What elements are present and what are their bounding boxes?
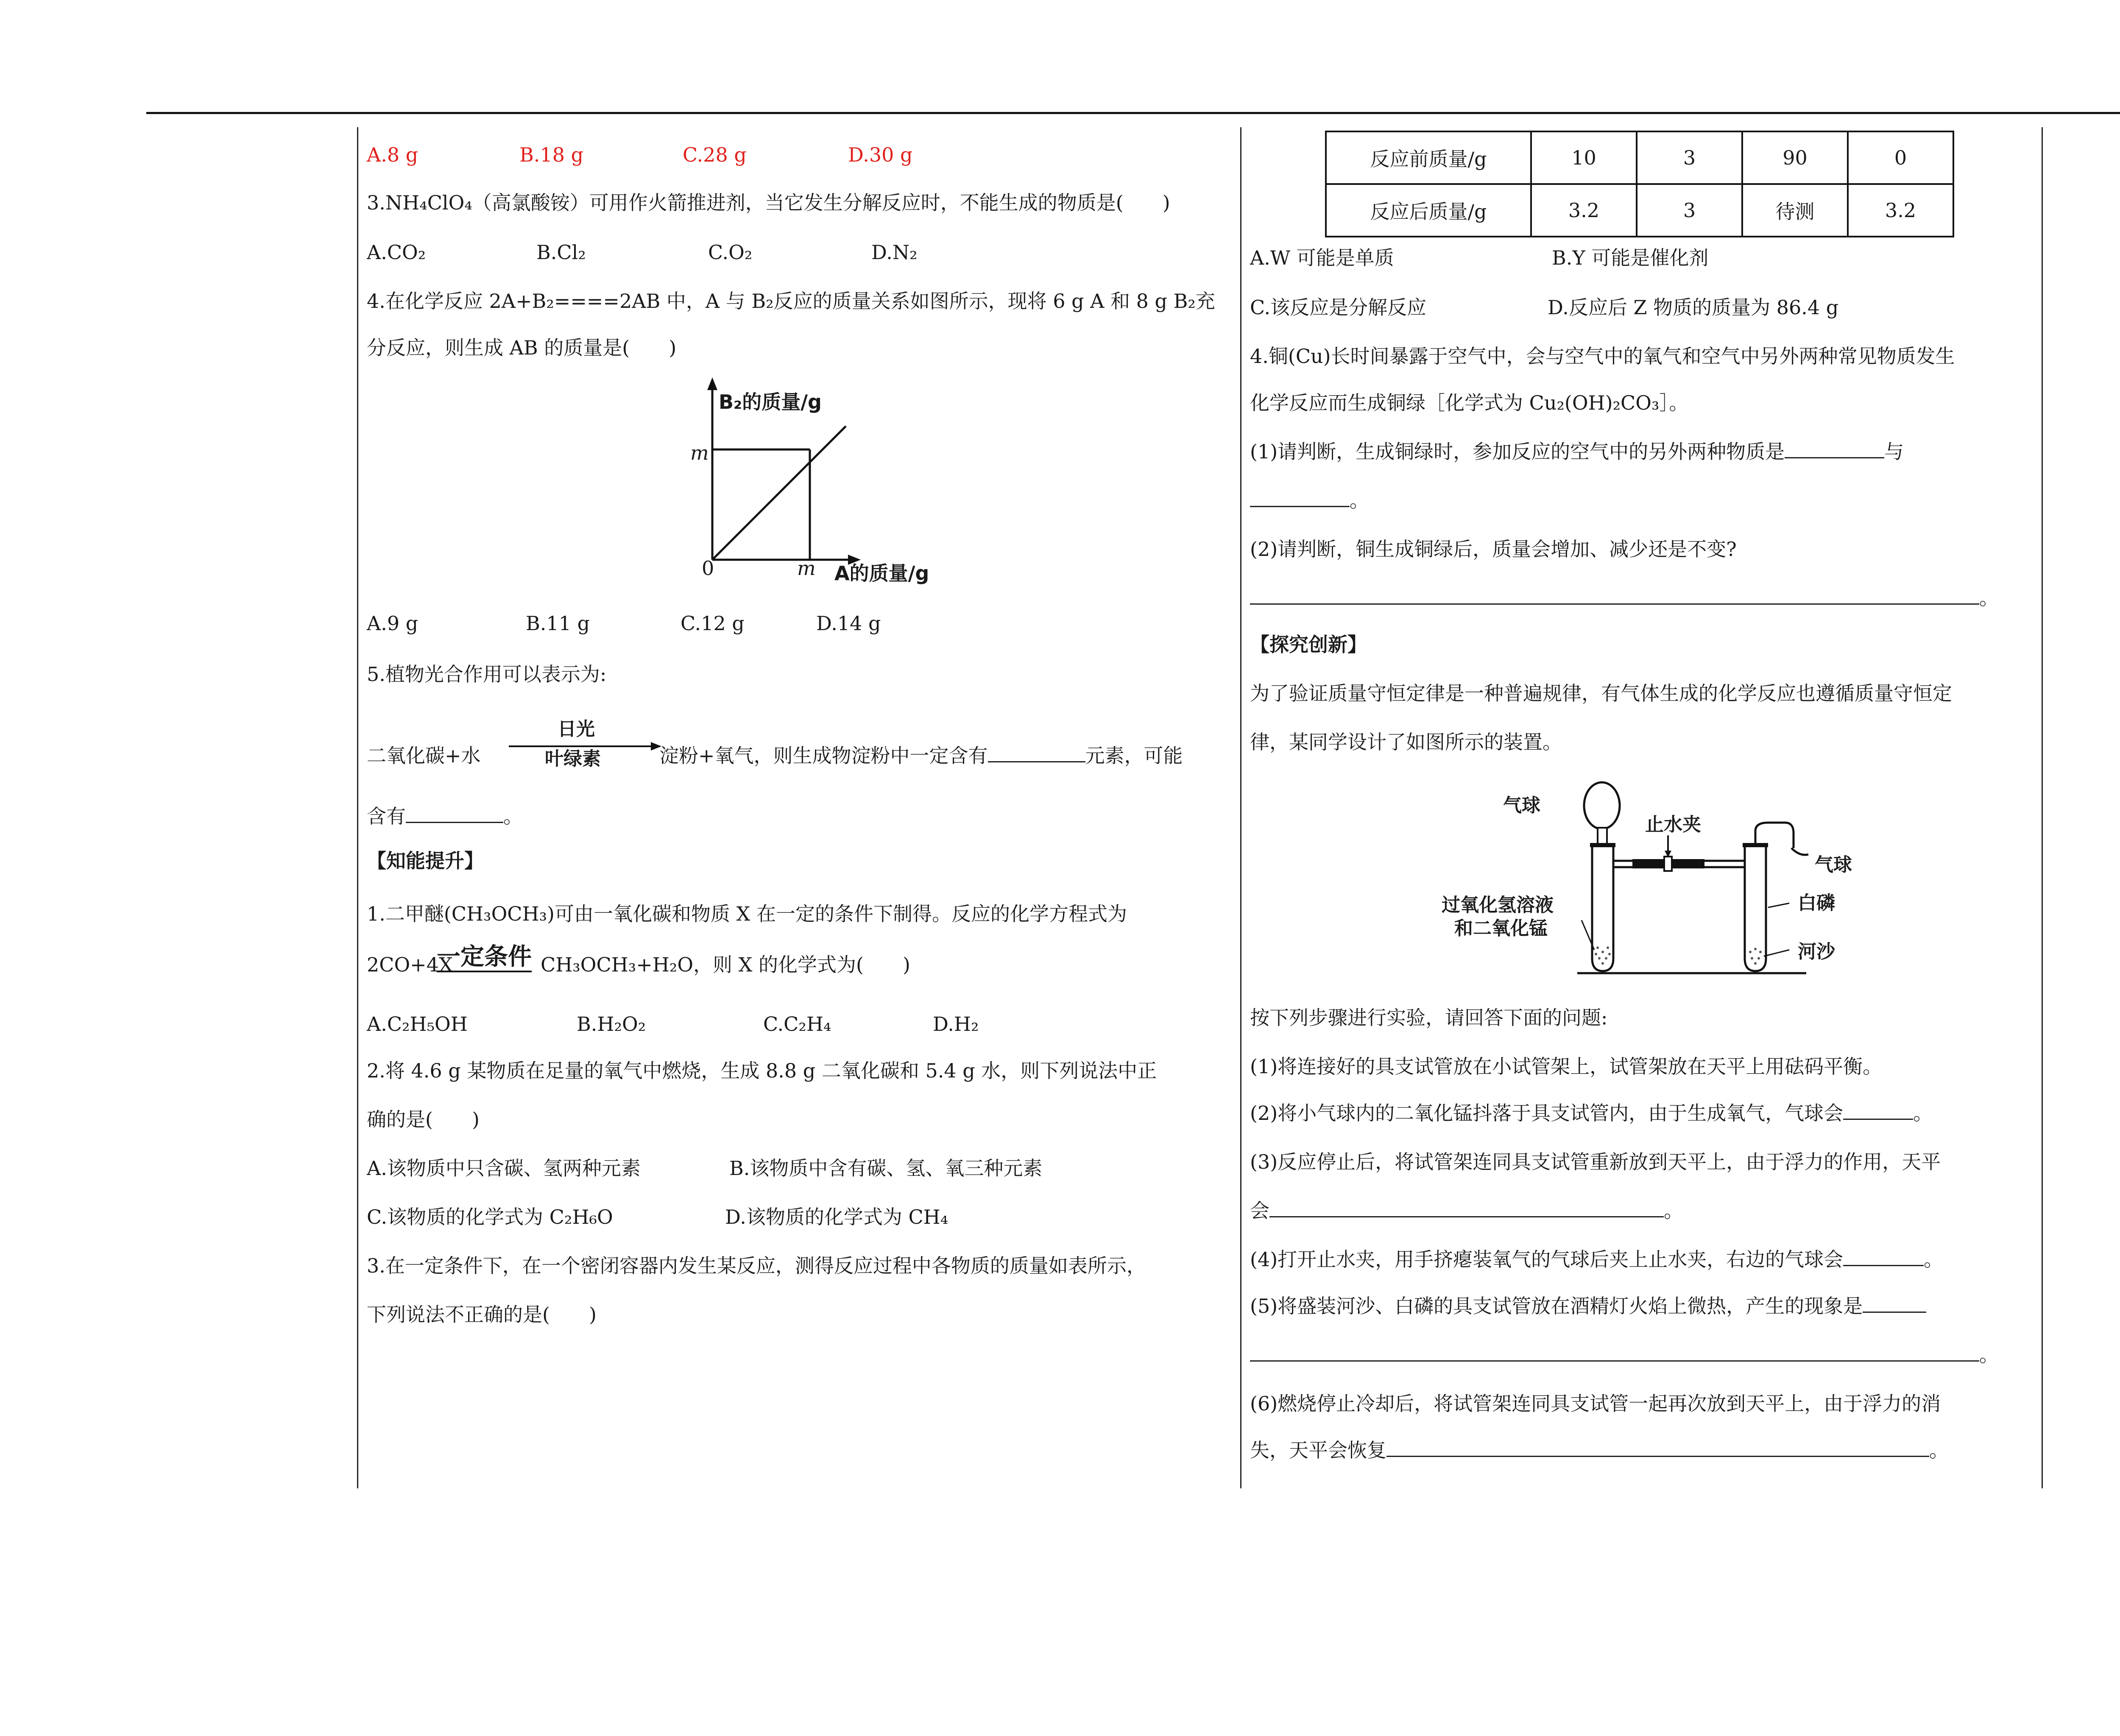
header-rule (146, 112, 2120, 114)
q3-option-b: B.Cl₂ (536, 241, 586, 264)
practice-1-eq-right: CH₃OCH₃+H₂O，则 X 的化学式为( ) (541, 953, 910, 976)
fig-label-balloon-right: 气球 (1815, 854, 1852, 876)
table-cell: 反应前质量/g (1326, 131, 1531, 184)
steps-intro: 按下列步骤进行实验，请回答下面的问题: (1250, 1006, 1608, 1029)
p2-option-a: A.该物质中只含碳、氢两种元素 (367, 1157, 641, 1180)
table-cell: 3 (1637, 131, 1742, 184)
right-border (2042, 127, 2043, 1488)
graph-y-label: B₂的质量/g (719, 391, 822, 413)
p2-option-b: B.该物质中含有碳、氢、氧三种元素 (729, 1157, 1043, 1180)
q3-option-c: C.O₂ (708, 241, 753, 264)
step-3-line2: 会 。 (1250, 1199, 1683, 1222)
eq-condition-above: 日光 (558, 718, 595, 740)
q3-option-a: A.CO₂ (367, 241, 426, 264)
question-5-line2: 含有 。 (367, 805, 523, 828)
center-divider (1240, 127, 1241, 1488)
table-cell: 0 (1848, 131, 1953, 184)
table-cell: 待测 (1742, 184, 1848, 237)
step-5-line1: (5)将盛装河沙、白磷的具支试管放在酒精灯火焰上微热，产生的现象是 (1250, 1293, 1926, 1319)
t3-option-d: D.反应后 Z 物质的质量为 86.4 g (1548, 296, 1839, 319)
practice-1-eq-condition: 一定条件 (437, 943, 532, 972)
step-6-line2: 失，天平会恢复 。 (1250, 1439, 1949, 1462)
table-cell: 90 (1742, 131, 1848, 184)
t3-option-b: B.Y 可能是催化剂 (1552, 246, 1709, 269)
q4-option-b: B.11 g (526, 612, 590, 635)
p2-option-c: C.该物质的化学式为 C₂H₆O (367, 1206, 613, 1228)
q4-option-d: D.14 g (816, 612, 881, 635)
step-6-line1: (6)燃烧停止冷却后，将试管架连同具支试管一起再次放到天平上，由于浮力的消 (1250, 1392, 1941, 1415)
option-d: D.30 g (848, 143, 913, 166)
fig-label-solution-2: 和二氧化锰 (1454, 918, 1548, 939)
section-heading-1: 【知能提升】 (367, 849, 484, 872)
question-3: 3.NH₄ClO₄（高氯酸铵）可用作火箭推进剂，当它发生分解反应时，不能生成的物质是( ) (367, 191, 1170, 214)
practice-2-line1: 2.将 4.6 g 某物质在足量的氧气中燃烧，生成 8.8 g 二氧化碳和 5.4 g 水，则下列说法中正 (367, 1059, 1157, 1082)
p1-option-b: B.H₂O₂ (577, 1013, 646, 1035)
right-question-4-part1: (1)请判断，生成铜绿时，参加反应的空气中的另外两种物质是 与 (1250, 440, 1904, 463)
right-question-4-line1: 4.铜(Cu)长时间暴露于空气中，会与空气中的氧气和空气中另外两种常见物质发生 (1250, 345, 1955, 368)
eq-condition-below: 叶绿素 (545, 748, 601, 770)
table-row (1326, 184, 1953, 237)
graph-m-x: m (797, 557, 816, 580)
right-question-4-part1-cont: 。 (1250, 488, 1369, 513)
eq-reactants: 二氧化碳+水 (367, 744, 481, 767)
q4-option-c: C.12 g (681, 612, 745, 635)
fig-label-balloon-left: 气球 (1503, 795, 1540, 816)
question-5: 5.植物光合作用可以表示为: (367, 663, 607, 686)
step-4: (4)打开止水夹，用手挤瘪装氧气的气球后夹上止水夹，右边的气球会 。 (1250, 1248, 1944, 1271)
p1-option-d: D.H₂ (933, 1013, 979, 1035)
fig-label-sand: 河沙 (1798, 941, 1835, 963)
step-5-line2: 。 (1250, 1342, 1999, 1368)
fig-label-solution-1: 过氧化氢溶液 (1442, 894, 1554, 916)
table-cell: 3 (1637, 184, 1742, 237)
practice-1-line1: 1.二甲醚(CH₃OCH₃)可由一氧化碳和物质 X 在一定的条件下制得。反应的化学方程式为 (367, 902, 1127, 925)
practice-1-eq-left: 2CO+4X (367, 953, 453, 976)
section-heading-2: 【探究创新】 (1250, 633, 1367, 656)
graph-m-y: m (690, 441, 709, 464)
step-2: (2)将小气球内的二氧化锰抖落于具支试管内，由于生成氧气，气球会 。 (1250, 1102, 1933, 1125)
option-c: C.28 g (683, 143, 747, 166)
practice-2-line2: 确的是( ) (367, 1108, 480, 1131)
right-question-4-part2-answer: 。 (1250, 585, 1999, 611)
practice-3-line1: 3.在一定条件下，在一个密闭容器内发生某反应，测得反应过程中各物质的质量如表所示， (367, 1254, 1146, 1277)
explore-intro-line1: 为了验证质量守恒定律是一种普遍规律，有气体生成的化学反应也遵循质量守恒定 (1250, 682, 1952, 705)
mass-table (1325, 131, 1954, 237)
table-row (1326, 131, 1953, 184)
q4-option-a: A.9 g (367, 612, 418, 635)
t3-option-a: A.W 可能是单质 (1250, 246, 1394, 269)
fig-label-phosphorus: 白磷 (1798, 892, 1835, 914)
step-3-line1: (3)反应停止后，将试管架连同具支试管重新放到天平上，由于浮力的作用，天平 (1250, 1150, 1941, 1173)
right-question-4-line2: 化学反应而生成铜绿［化学式为 Cu₂(OH)₂CO₃］。 (1250, 391, 1689, 414)
q3-option-d: D.N₂ (871, 241, 918, 264)
question-4-line1: 4.在化学反应 2A+B₂====2AB 中，A 与 B₂反应的质量关系如图所示，现将 6 g A 和 8 g B₂充 (367, 290, 1215, 313)
option-b: B.18 g (519, 143, 584, 166)
right-question-4-part2: (2)请判断，铜生成铜绿后，质量会增加、减少还是不变? (1250, 538, 1737, 561)
p2-option-d: D.该物质的化学式为 CH₄ (725, 1206, 948, 1228)
table-cell: 3.2 (1848, 184, 1953, 237)
step-1: (1)将连接好的具支试管放在小试管架上，试管架放在天平上用砝码平衡。 (1250, 1055, 1883, 1078)
practice-3-line2: 下列说法不正确的是( ) (367, 1303, 597, 1326)
fig-label-clamp: 止水夹 (1645, 814, 1701, 835)
t3-option-c: C.该反应是分解反应 (1250, 296, 1427, 319)
table-cell: 反应后质量/g (1326, 184, 1531, 237)
explore-intro-line2: 律，某同学设计了如图所示的装置。 (1250, 731, 1562, 754)
table-cell: 10 (1531, 131, 1637, 184)
p1-option-c: C.C₂H₄ (763, 1013, 831, 1035)
left-border (357, 127, 358, 1488)
p1-option-a: A.C₂H₅OH (367, 1013, 468, 1035)
question-4-line2: 分反应，则生成 AB 的质量是( ) (367, 336, 677, 359)
table-cell: 3.2 (1531, 184, 1637, 237)
graph-x-label: A的质量/g (834, 562, 929, 585)
option-a: A.8 g (367, 143, 418, 166)
graph-origin: 0 (702, 557, 714, 580)
eq-products: 淀粉+氧气，则生成物淀粉中一定含有 元素，可能 (659, 744, 1183, 767)
